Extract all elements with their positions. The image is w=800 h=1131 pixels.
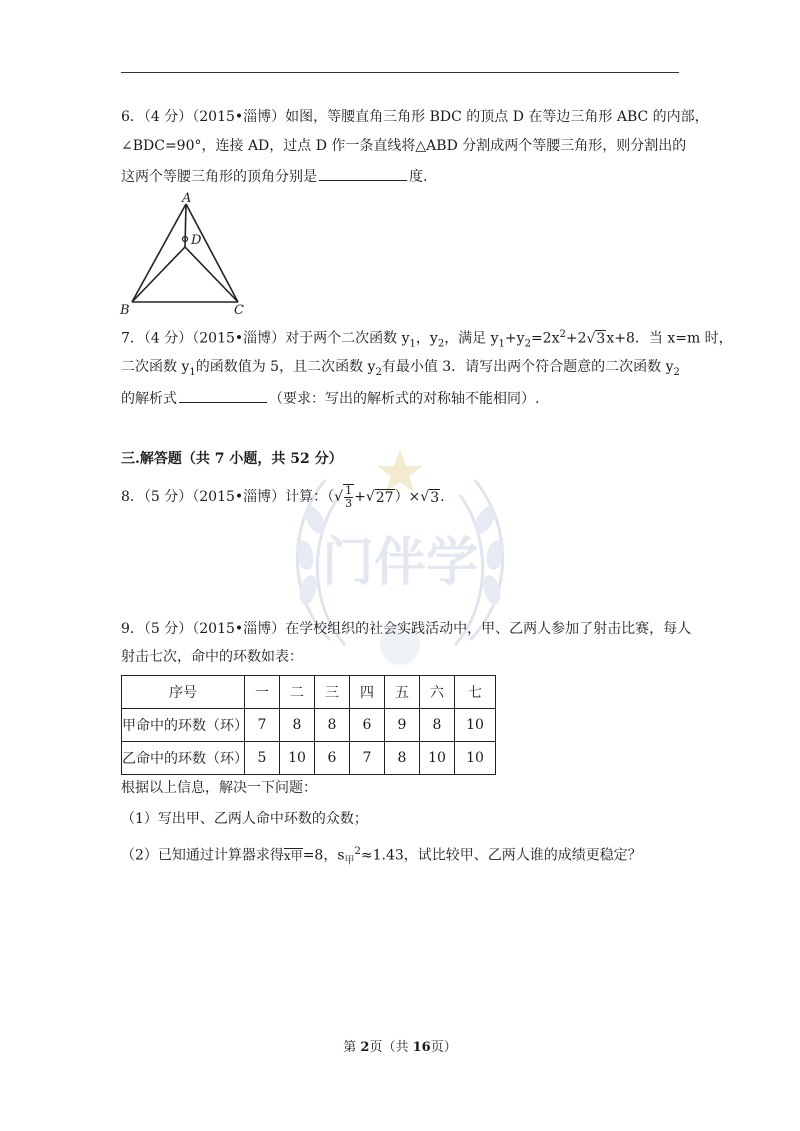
q7-text-e: =2x: [530, 330, 560, 347]
q7-text-l: （要求：写出的解析式的对称轴不能相同）.: [269, 391, 540, 407]
q7-text-f: +2: [565, 330, 587, 347]
q9-line-1: 9．（5 分）（2015•淄博）在学校组织的社会实践活动中，甲、乙两人参加了射击比赛，每人: [121, 621, 692, 637]
score-table: [121, 675, 496, 775]
q7-sub: 2: [375, 366, 382, 378]
table-cell: 10: [420, 742, 455, 775]
footer-text: 页（共: [369, 1040, 413, 1055]
q7-text-k: 的解析式: [121, 391, 177, 407]
table-header-cell: 七: [455, 676, 496, 709]
q7-line-3: [121, 388, 539, 408]
q7-text-g: x+8．当 x=m 时，: [606, 330, 733, 347]
q7-line-1: [121, 326, 733, 353]
footer-page-number: 2: [360, 1040, 370, 1055]
q7-sub: 1: [409, 338, 416, 350]
q9-sub2-text-b: =8，s: [302, 847, 345, 864]
table-header-cell: 六: [420, 676, 455, 709]
q8-frac-num: 1: [345, 484, 353, 497]
watermark-logo-icon: [270, 440, 530, 680]
q6-line-3: [121, 166, 427, 186]
q8-line: [121, 484, 445, 510]
sqrt-symbol: √ $\frac{1}{3}$: [334, 484, 353, 510]
table-header-cell: 五: [385, 676, 420, 709]
table-header-cell: 四: [350, 676, 385, 709]
q6-line-3-end: 度.: [409, 169, 428, 185]
q9-sub-2: [121, 843, 642, 870]
q6-line-1: 6．（4 分）（2015•淄博）如图，等腰直角三角形 BDC 的顶点 D 在等边三角形 ABC 的内部，: [121, 109, 709, 125]
q8-frac-den: 3: [345, 497, 353, 510]
edge-ac: [186, 204, 238, 302]
sqrt-symbol: √ 3: [586, 330, 606, 348]
table-header-cell: 二: [280, 676, 315, 709]
table-header-cell: 序号: [122, 676, 245, 709]
q7-text-a: 7．（4 分）（2015•淄博）对于两个二次函数 y: [121, 330, 410, 347]
label-d: D: [191, 233, 202, 248]
q7-text-b: ，y: [415, 330, 438, 347]
table-cell: 7: [245, 709, 280, 742]
footer-text: 页）: [430, 1040, 457, 1055]
q8-radicand-27: 27: [375, 489, 394, 506]
table-cell: 5: [245, 742, 280, 775]
table-header-row: [122, 676, 496, 709]
sqrt-symbol: √ 3: [420, 489, 440, 506]
q9-after-table: 根据以上信息，解决一下问题：: [121, 780, 317, 796]
q7-radicand: 3: [596, 331, 606, 348]
table-cell: 8: [385, 742, 420, 775]
table-cell: 8: [280, 709, 315, 742]
edge-cd: [185, 247, 238, 302]
page-footer: [0, 1036, 800, 1055]
q7-text-i: 的函数值为 5，且二次函数 y: [195, 359, 376, 375]
q8-plus: +: [354, 489, 366, 505]
q7-line-2: [121, 358, 680, 382]
q8-fraction: [343, 484, 354, 510]
header-rule: [121, 72, 679, 73]
label-b: B: [120, 303, 130, 316]
table-row-label: 甲命中的环数（环）: [122, 709, 245, 742]
q7-text-d: +y: [504, 330, 525, 347]
table-cell: 10: [280, 742, 315, 775]
footer-text: 第: [343, 1040, 361, 1055]
q9-s-sup: 2: [354, 846, 361, 857]
edge-ad: [185, 204, 186, 247]
q7-text-h: 二次函数 y: [121, 359, 190, 375]
label-c: C: [234, 303, 244, 316]
triangle-figure: [118, 192, 258, 316]
table-cell: 9: [385, 709, 420, 742]
q9-sub2-text-a: （2）已知通过计算器求得: [121, 847, 284, 864]
table-cell: 6: [315, 742, 350, 775]
table-cell: 10: [455, 709, 496, 742]
table-cell: 7: [350, 742, 385, 775]
section-3-heading: 三.解答题（共 7 小题，共 52 分）: [121, 451, 343, 467]
q7-sup: 2: [559, 329, 566, 340]
q9-sub-1: （1）写出甲、乙两人命中环数的众数；: [121, 811, 368, 827]
q6-line-3-text: 这两个等腰三角形的顶角分别是: [121, 169, 317, 185]
q7-text-j: 有最小值 3．请写出两个符合题意的二次函数 y: [381, 359, 674, 375]
table-row: [122, 709, 496, 742]
q9-line-2: 射击七次，命中的环数如表：: [121, 649, 303, 665]
q9-s-sub: 甲: [344, 855, 355, 867]
table-header-cell: 一: [245, 676, 280, 709]
table-row: [122, 742, 496, 775]
table-header-cell: 三: [315, 676, 350, 709]
footer-page-total: 16: [412, 1040, 431, 1055]
q8-radicand-3: 3: [430, 489, 440, 506]
q7-sub: 1: [498, 338, 505, 350]
table-row-label: 乙命中的环数（环）: [122, 742, 245, 775]
sqrt-symbol: √ 27: [365, 489, 394, 506]
q7-sub: 2: [673, 366, 680, 378]
table-cell: 10: [455, 742, 496, 775]
q9-sub2-text-c: ≈1.43，试比较甲、乙两人谁的成绩更稳定？: [360, 847, 642, 864]
q8-text-a: 8．（5 分）（2015•淄博）计算：（: [121, 489, 335, 505]
table-cell: 6: [350, 709, 385, 742]
watermark-text: 门伴学: [321, 533, 479, 593]
q6-line-2: ∠BDC=90°，连接 AD，过点 D 作一条直线将△ABD 分割成两个等腰三角形，则分割出的: [121, 138, 687, 154]
edge-ab: [132, 204, 186, 302]
q7-answer-blank[interactable]: [179, 388, 267, 403]
table-cell: 8: [315, 709, 350, 742]
q6-answer-blank[interactable]: [319, 166, 407, 181]
q9-xbar: x甲: [283, 848, 303, 863]
q7-sub: 2: [524, 338, 531, 350]
q8-times: ）×: [394, 489, 421, 505]
q7-text-c: ，满足 y: [444, 330, 499, 347]
q7-sub: 2: [437, 338, 445, 350]
table-cell: 8: [420, 709, 455, 742]
label-a: A: [182, 192, 192, 206]
q7-sub: 1: [189, 366, 196, 378]
q8-end: .: [440, 489, 445, 505]
